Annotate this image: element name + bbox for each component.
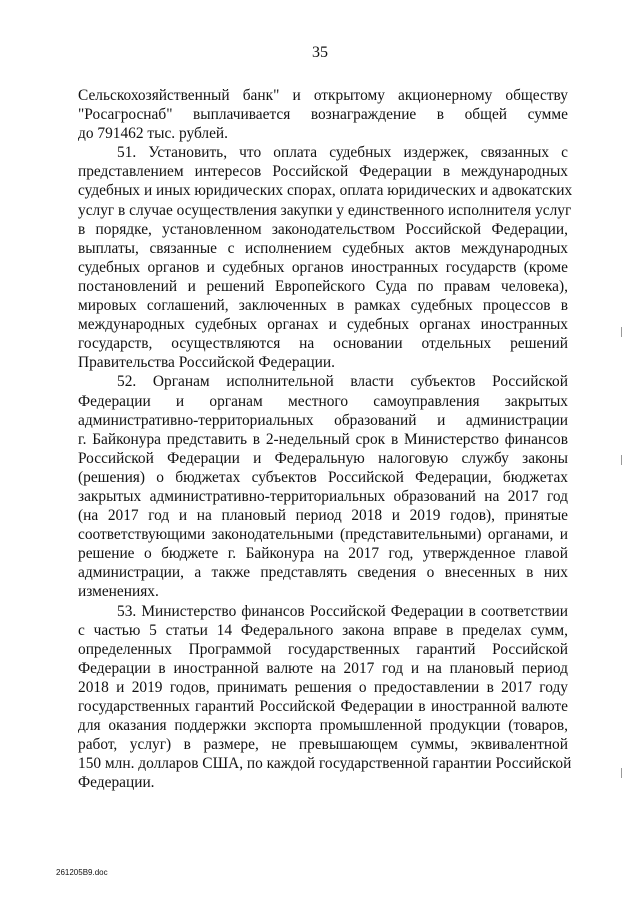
text-line: решение о бюджете г. Байконура на 2017 год, утвержденное главой bbox=[78, 545, 568, 563]
text-line: 2018 и 2019 годов, принимать решения о предоставлении в 2017 году bbox=[78, 678, 568, 696]
margin-mark bbox=[621, 768, 622, 778]
text-line: административно-территориальных образований и администрации bbox=[78, 411, 568, 429]
text-line: Российской Федерации и Федеральную налоговую службу законы bbox=[78, 449, 568, 467]
text-line: государственных гарантий Российской Федерации в иностранной валюте bbox=[78, 698, 568, 715]
text-line: администрации, а также представлять сведения о внесенных в них bbox=[78, 564, 568, 582]
text-line: Сельскохозяйственный банк" и открытому акционерному обществу bbox=[78, 87, 568, 104]
text-line: с частью 5 статьи 14 Федерального закона вправе в пределах сумм, bbox=[78, 621, 568, 639]
text-line: выплаты, связанные с исполнением судебных актов международных bbox=[78, 239, 568, 257]
text-line: (на 2017 год и на плановый период 2018 и 2019 годов), принятые bbox=[78, 507, 568, 525]
margin-mark bbox=[621, 327, 622, 337]
page-number: 35 bbox=[312, 44, 328, 61]
text-line: 51. Установить, что оплата судебных издержек, связанных с bbox=[117, 144, 568, 162]
text-line: работ, услуг) в размере, не превышающем суммы, эквивалентной bbox=[78, 736, 568, 754]
text-line: Федерации и органам местного самоуправления закрытых bbox=[78, 392, 568, 410]
text-line: (решения) о бюджетах субъектов Российской Федерации, бюджетах bbox=[78, 468, 568, 486]
document-body bbox=[78, 86, 573, 792]
text-line: 52. Органам исполнительной власти субъектов Российской bbox=[117, 373, 568, 391]
text-line: до 791462 тыс. рублей. bbox=[78, 125, 229, 143]
text-line: для оказания поддержки экспорта промышленной продукции (товаров, bbox=[78, 717, 568, 735]
footer-file-name: 261205B9.doc bbox=[56, 868, 108, 877]
text-line: "Росагроснаб" выплачивается вознаграждение в общей сумме bbox=[78, 106, 568, 124]
text-line: Правительства Российской Федерации. bbox=[78, 354, 335, 372]
text-line: определенных Программой государственных гарантий Российской bbox=[78, 640, 568, 658]
margin-mark bbox=[621, 455, 622, 465]
text-line: изменениях. bbox=[78, 583, 159, 601]
text-line: Федерации. bbox=[78, 774, 155, 792]
text-line: 53. Министерство финансов Российской Федерации в соответствии bbox=[117, 602, 568, 620]
text-line: постановлений и решений Европейского Суда по правам человека), bbox=[78, 277, 568, 295]
text-line: представлением интересов Российской Федерации в международных bbox=[78, 163, 568, 181]
text-line: Федерации в иностранной валюте на 2017 год и на плановый период bbox=[78, 659, 568, 677]
text-line: закрытых административно-территориальных образований на 2017 год bbox=[78, 487, 568, 505]
text-line: судебных и иных юридических спорах, оплата юридических и адвокатских bbox=[78, 182, 573, 200]
text-line: судебных органов и судебных органов иностранных государств (кроме bbox=[78, 258, 568, 276]
text-line: услуг в случае осуществления закупки у единственного исполнителя услуг bbox=[78, 201, 572, 219]
text-line: международных судебных органах и судебных органах иностранных bbox=[78, 316, 568, 334]
text-line: 150 млн. долларов США, по каждой государственной гарантии Российской bbox=[78, 755, 572, 773]
text-line: соответствующими законодательными (представительными) органами, и bbox=[78, 526, 568, 544]
text-line: г. Байконура представить в 2-недельный срок в Министерство финансов bbox=[78, 430, 568, 448]
text-line: государств, осуществляются на основании отдельных решений bbox=[78, 335, 568, 353]
text-line: мировых соглашений, заключенных в рамках судебных процессов в bbox=[78, 297, 568, 315]
text-line: в порядке, установленном законодательством Российской Федерации, bbox=[78, 220, 568, 238]
